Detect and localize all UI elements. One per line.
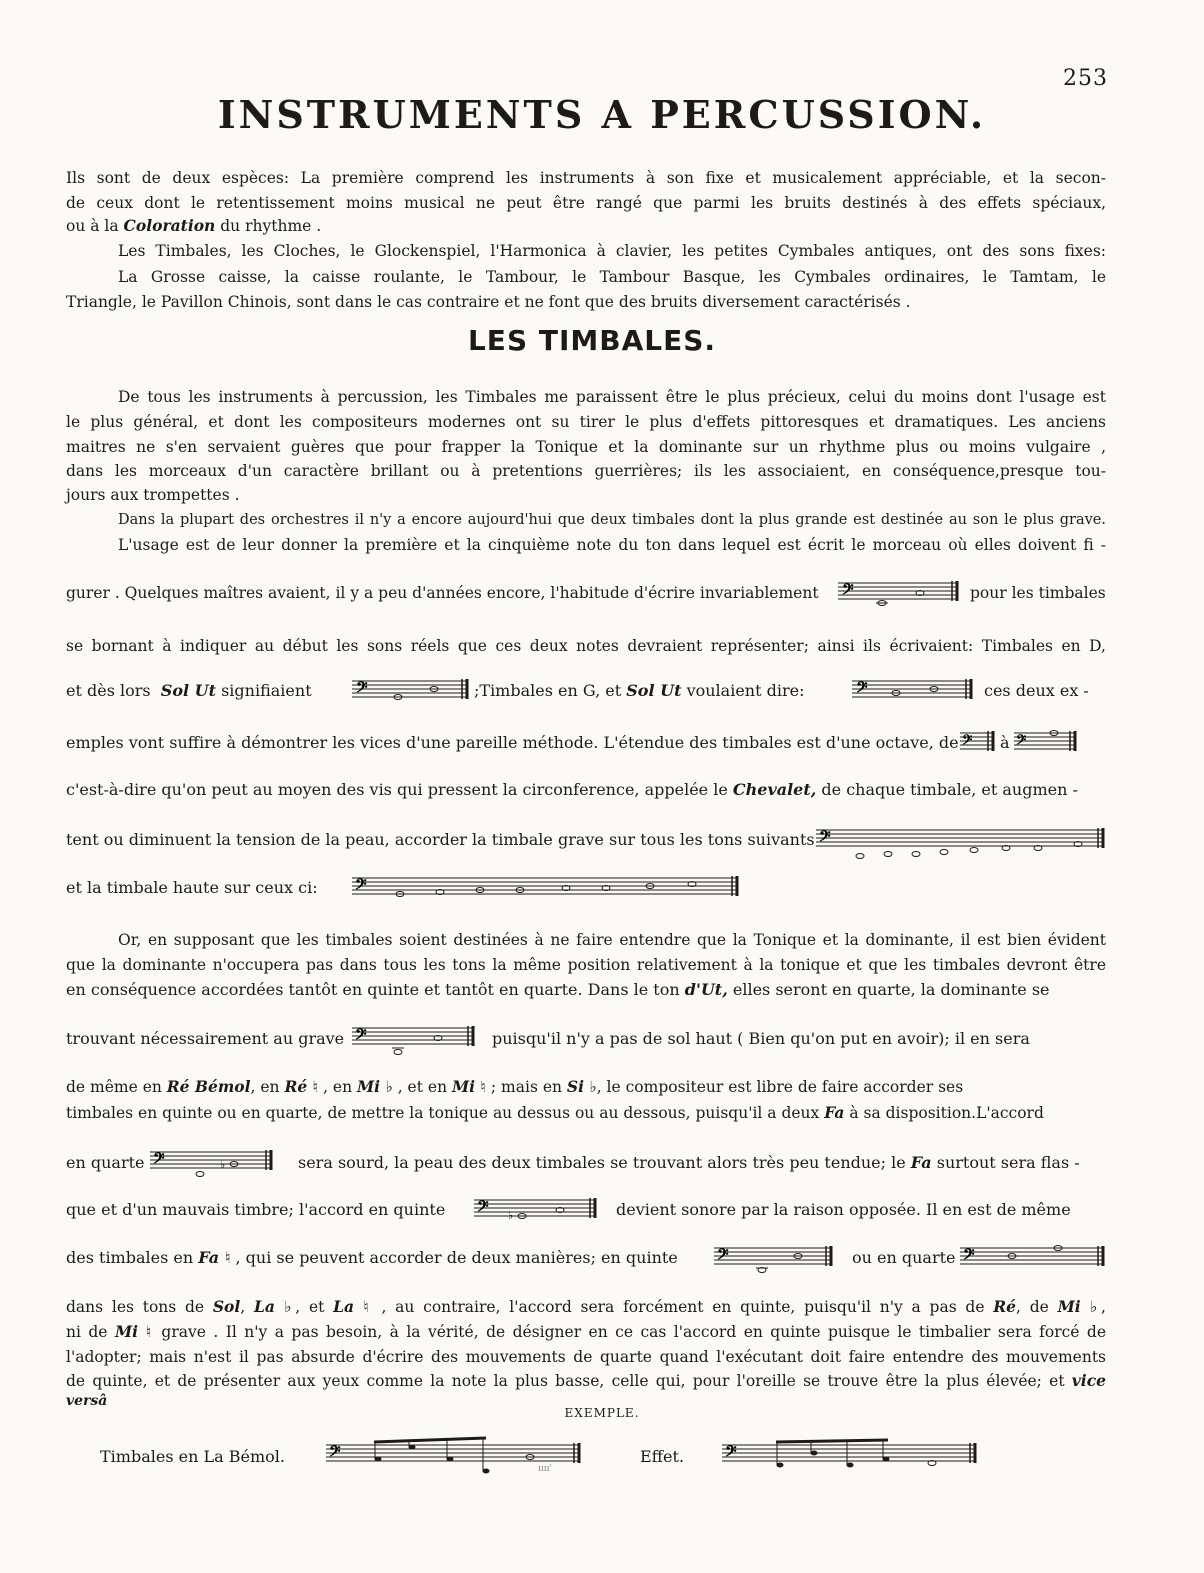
bass-clef-icon: 𝄢 (153, 1150, 165, 1171)
example-label: EXEMPLE. (564, 1406, 640, 1420)
body-line: en conséquence accordées tantôt en quinte et tantôt en quarte. Dans le ton d'Ut, elles seront en quarte, la dominante se (66, 980, 1050, 999)
example-caption-left: Timbales en La Bémol. (100, 1447, 285, 1466)
music-staff (714, 1243, 834, 1277)
body-line: puisqu'il n'y a pas de sol haut ( Bien qu'on put en avoir); il en sera (492, 1029, 1030, 1048)
staff-g-c-bass (838, 578, 960, 608)
music-staff (352, 873, 740, 903)
body-line: à (1000, 733, 1010, 752)
body-line: timbales en quinte ou en quarte, de mettre la tonique au dessus ou au dessous, puisqu'il a deux Fa à sa disposition.L'accord (66, 1103, 1044, 1122)
body-line: l'adopter; mais n'est il pas absurde d'écrire des mouvements de quarte quand l'exécutant doit faire entendre des mouvements (66, 1348, 1106, 1366)
bass-clef-icon: 𝄢 (355, 876, 367, 897)
music-staff (960, 728, 996, 758)
page-number: 253 (1063, 66, 1108, 91)
body-line: ces deux ex - (984, 681, 1089, 700)
music-staff (852, 676, 974, 706)
bass-clef-icon: 𝄢 (819, 828, 831, 849)
bass-clef-icon: 𝄢 (355, 1026, 367, 1047)
music-staff (474, 1195, 598, 1225)
body-line: que la dominante n'occupera pas dans tous les tons la même position relativement à la tonique et que les timbales devront être (66, 956, 1106, 974)
bass-clef-icon: 𝄢 (329, 1443, 341, 1464)
page-title: INSTRUMENTS A PERCUSSION. (217, 92, 987, 137)
body-line: versâ (66, 1393, 108, 1409)
body-line: en quarte (66, 1153, 145, 1172)
bass-clef-icon: 𝄢 (717, 1246, 729, 1267)
body-line: De tous les instruments à percussion, les Timbales me paraissent être le plus précieux, celui du moins dont l'usage est (118, 388, 1106, 406)
bass-clef-icon: 𝄢 (725, 1443, 737, 1464)
body-line: tent ou diminuent la tension de la peau, accorder la timbale grave sur tous les tons suivants (66, 830, 815, 849)
body-line: c'est-à-dire qu'on peut au moyen des vis qui pressent la circonference, appelée le Chevalet, de chaque timbale, et augmen - (66, 780, 1078, 799)
intro-line: Ils sont de deux espèces: La première comprend les instruments à son fixe et musicalement appréciable, et la secon- (66, 169, 1106, 187)
intro-line: La Grosse caisse, la caisse roulante, le Tambour, le Tambour Basque, les Cymbales ordinaires, le Tamtam, le (118, 268, 1106, 286)
body-line: que et d'un mauvais timbre; l'accord en quinte (66, 1200, 446, 1219)
music-staff (352, 676, 470, 706)
intro-line: Triangle, le Pavillon Chinois, sont dans le cas contraire et ne font que des bruits diversement caractérisés . (66, 293, 911, 311)
music-staff (816, 825, 1106, 861)
body-line: jours aux trompettes . (66, 486, 240, 504)
bass-clef-icon: 𝄢 (963, 1246, 975, 1267)
body-line: le plus général, et dont les compositeurs modernes ont su tirer le plus d'effets pittoresques et dramatiques. Les anciens (66, 413, 1106, 431)
music-staff (1014, 728, 1078, 758)
body-line: et la timbale haute sur ceux ci: (66, 878, 318, 897)
body-line: gurer . Quelques maîtres avaient, il y a peu d'années encore, l'habitude d'écrire invariablement (66, 584, 819, 602)
body-line: dans les morceaux d'un caractère brillant ou à pretentions guerrières; ils les associaient, en conséquence,presque tou- (66, 462, 1106, 480)
music-staff (150, 1147, 274, 1181)
music-staff (722, 1436, 978, 1476)
body-line: se bornant à indiquer au début les sons réels que ces deux notes devraient représenter; ainsi ils écrivaient: Timbales en D, (66, 637, 1106, 655)
body-line: Dans la plupart des orchestres il n'y a encore aujourd'hui que deux timbales dont la plus grande est destinée au son le plus grave. (118, 512, 1106, 528)
body-line: dans les tons de Sol, La ♭, et La ♮ , au contraire, l'accord sera forcément en quinte, puisqu'il n'y a pas de Ré, de Mi ♭, (66, 1297, 1106, 1316)
section-title: LES TIMBALES. (467, 324, 717, 357)
bass-clef-icon: 𝄢 (477, 1198, 489, 1219)
body-line: L'usage est de leur donner la première et la cinquième note du ton dans lequel est écrit le morceau où elles doivent fi - (118, 536, 1106, 554)
body-line: de quinte, et de présenter aux yeux comme la note la plus basse, celle qui, pour l'oreille se trouve être la plus élevée; et vice (66, 1371, 1106, 1390)
body-line: pour les timbales (970, 584, 1106, 602)
body-line: Or, en supposant que les timbales soient destinées à ne faire entendre que la Tonique et la dominante, il est bien évident (118, 931, 1106, 949)
bass-clef-icon: 𝄢 (842, 581, 854, 602)
body-line: trouvant nécessairement au grave (66, 1029, 345, 1048)
intro-line: de ceux dont le retentissement moins musical ne peut être rangé que parmi les bruits destinés à des effets spéciaux, (66, 194, 1106, 212)
bass-clef-icon: 𝄢 (856, 679, 868, 700)
body-line: emples vont suffire à démontrer les vices d'une pareille méthode. L'étendue des timbales est d'une octave, de (66, 733, 959, 752)
music-staff (838, 578, 960, 608)
bass-clef-icon: 𝄢 (1016, 732, 1027, 751)
footer-mark: ıııı' (538, 1464, 552, 1474)
svg-text:♭: ♭ (508, 1209, 514, 1222)
body-line: ni de Mi ♮ grave . Il n'y a pas besoin, à la vérité, de désigner en ce cas l'accord en quinte puisque le timbalier sera forcé de (66, 1322, 1107, 1341)
intro-line: ou à la Coloration du rhythme . (66, 216, 322, 235)
bass-clef-icon: 𝄢 (356, 679, 368, 700)
bass-clef-icon: 𝄢 (962, 732, 973, 751)
svg-text:♭: ♭ (220, 1158, 226, 1171)
body-line: maitres ne s'en servaient guères que pour frapper la Tonique et la dominante sur un rhythme plus ou moins vulgaire , (66, 438, 1106, 456)
body-line: ou en quarte (852, 1248, 956, 1267)
music-staff (960, 1243, 1106, 1273)
body-line: de même en Ré Bémol, en Ré ♮ , en Mi ♭ , et en Mi ♮ ; mais en Si ♭, le compositeur est libre de faire accorder ses (66, 1077, 964, 1096)
body-line: et dès lors Sol Ut signifiaient (66, 681, 312, 700)
example-caption-right: Effet. (640, 1447, 685, 1466)
intro-line: Les Timbales, les Cloches, le Glockenspiel, l'Harmonica à clavier, les petites Cymbales antiques, ont des sons fixes: (118, 242, 1106, 260)
body-line: sera sourd, la peau des deux timbales se trouvant alors très peu tendue; le Fa surtout sera flas - (298, 1153, 1080, 1172)
body-line: des timbales en Fa ♮ , qui se peuvent accorder de deux manières; en quinte (66, 1248, 678, 1267)
body-line: devient sonore par la raison opposée. Il en est de même (616, 1200, 1071, 1219)
music-staff (352, 1023, 476, 1059)
body-line: ;Timbales en G, et Sol Ut voulaient dire: (474, 681, 805, 700)
